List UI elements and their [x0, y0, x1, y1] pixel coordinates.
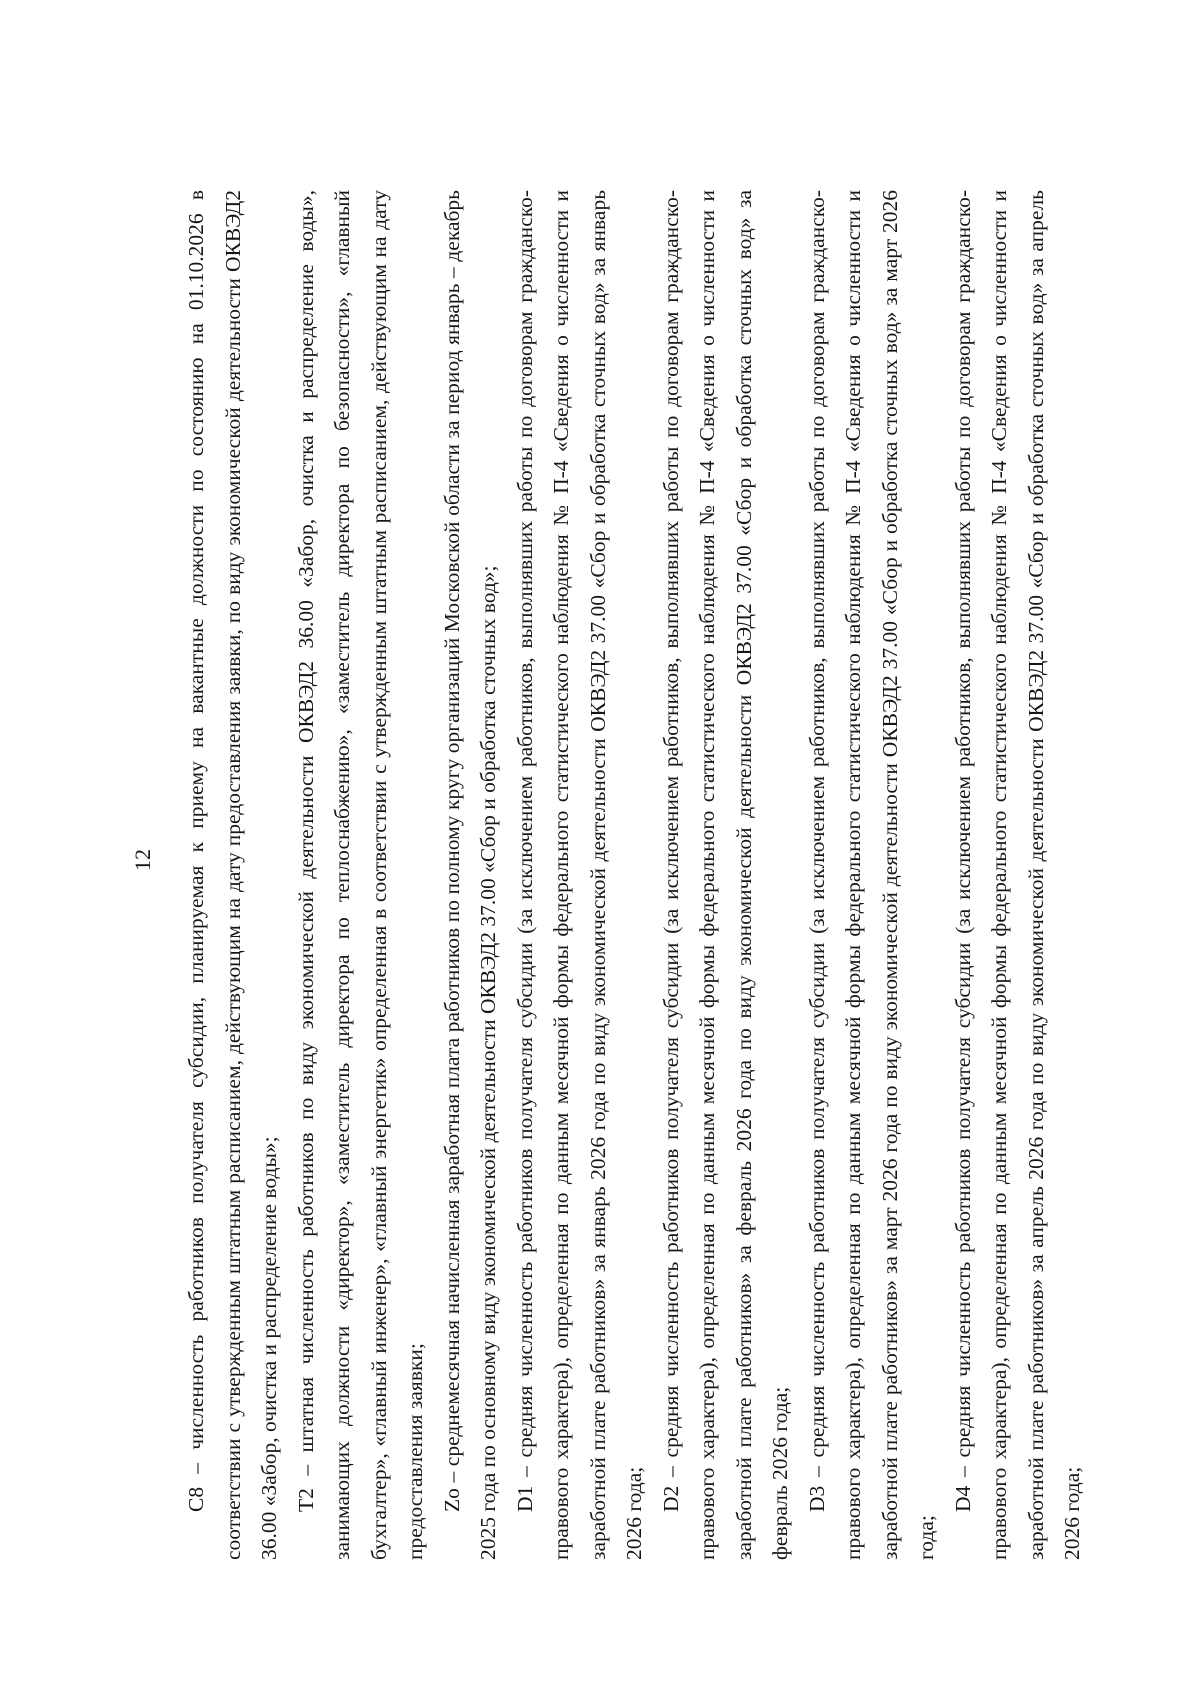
document-body: [178, 190, 1091, 1560]
paragraph-c8: C8 – численность работников получателя субсидии, планируемая к приему на вакантные должности по состоянию на 01.10.2026 в соответствии с утвержденным штатным расписанием, действующим на дату предоставления заявки, по виду экономической деятельности ОКВЭД2 36.00 «Забор, очистка и распределение воды»;: [184, 190, 281, 1560]
paragraph-d2: D2 – средняя численность работников получателя субсидии (за исключением работников, выполнявших работы по договорам гражданско-правового характера), определенная по данным месячной формы федерального статистического наблюдения № П-4 «Сведения о численности и заработной плате работников» за февраль 2026 года по виду экономической деятельности ОКВЭД2 37.00 «Сбор и обработка сточных вод» за февраль 2026 года;: [658, 190, 792, 1560]
paragraph-d3: D3 – средняя численность работников получателя субсидии (за исключением работников, выполнявших работы по договорам гражданско-правового характера), определенная по данным месячной формы федерального статистического наблюдения № П-4 «Сведения о численности и заработной плате работников» за март 2026 года по виду экономической деятельности ОКВЭД2 37.00 «Сбор и обработка сточных вод» за март 2026 года;: [804, 190, 938, 1560]
paragraph-zo: Zо – среднемесячная начисленная заработная плата работников по полному кругу организаций Московской области за период январь – декабрь 2025 года по основному виду экономической деятельности ОКВЭД2 37.00 «Сбор и обработка сточных вод»;: [439, 190, 500, 1560]
page-number: 12: [130, 849, 155, 871]
paragraph-d4: D4 – средняя численность работников получателя субсидии (за исключением работников, выполнявших работы по договорам гражданско-правового характера), определенная по данным месячной формы федерального статистического наблюдения № П-4 «Сведения о численности и заработной плате работников» за апрель 2026 года по виду экономической деятельности ОКВЭД2 37.00 «Сбор и обработка сточных вод» за апрель 2026 года;: [950, 190, 1084, 1560]
rotated-document-page: [130, 120, 1084, 1600]
paragraph-d1: D1 – средняя численность работников получателя субсидии (за исключением работников, выполнявших работы по договорам гражданско-правового характера), определенная по данным месячной формы федерального статистического наблюдения № П-4 «Сведения о численности и заработной плате работников» за январь 2026 года по виду экономической деятельности ОКВЭД2 37.00 «Сбор и обработка сточных вод» за январь 2026 года;: [512, 190, 646, 1560]
paragraph-t2: Т2 – штатная численность работников по виду экономической деятельности ОКВЭД2 36.00 «Забор, очистка и распределение воды», занимающих должности «директор», «заместитель директора по теплоснабжению», «заместитель директора по безопасности», «главный бухгалтер», «главный инженер», «главный энергетик» определенная в соответствии с утвержденным штатным расписанием, действующим на дату предоставления заявки;: [293, 190, 427, 1560]
